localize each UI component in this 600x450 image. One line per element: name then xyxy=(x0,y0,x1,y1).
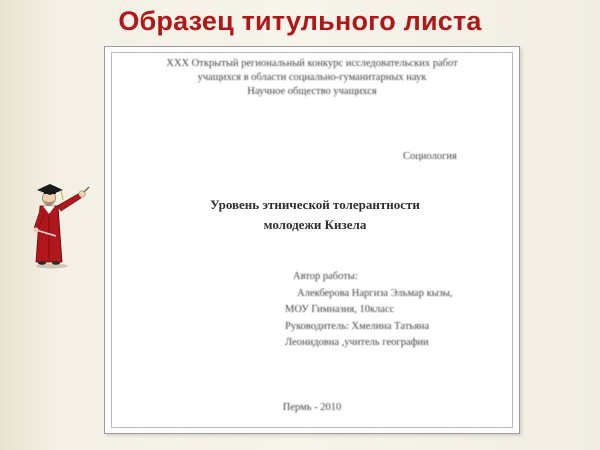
work-title xyxy=(145,195,485,235)
title-page-sample xyxy=(104,46,520,434)
header-line-contest: XXX Открытый региональный конкурс исследовательских работ xyxy=(166,58,458,69)
subject-label: Социология xyxy=(403,151,457,162)
work-title-line-2: молодежи Кизела xyxy=(263,217,367,232)
header-line-society: Научное общество учащихся xyxy=(247,86,377,97)
author-school: МОУ Гимназия, 10класс xyxy=(285,304,395,315)
slide-title: Образец титульного листа xyxy=(118,6,482,36)
supervisor-line-2: Леонидовна ,учитель географии xyxy=(285,337,429,348)
header-line-field: учащихся в области социально-гуманитарных наук xyxy=(197,72,427,83)
work-title-line-1: Уровень этнической толерантности xyxy=(210,197,420,212)
page-border xyxy=(111,52,513,428)
author-heading: Автор работы: xyxy=(293,271,358,282)
supervisor-line-1: Руководитель: Хмелина Татьяна xyxy=(285,320,430,332)
author-name: Алекберова Наргиза Эльмар кызы, xyxy=(297,287,453,299)
footer-city-year: Пермь - 2010 xyxy=(282,402,342,413)
author-block xyxy=(285,269,453,352)
header-block xyxy=(105,57,519,99)
graduate-teacher-icon xyxy=(20,180,100,270)
